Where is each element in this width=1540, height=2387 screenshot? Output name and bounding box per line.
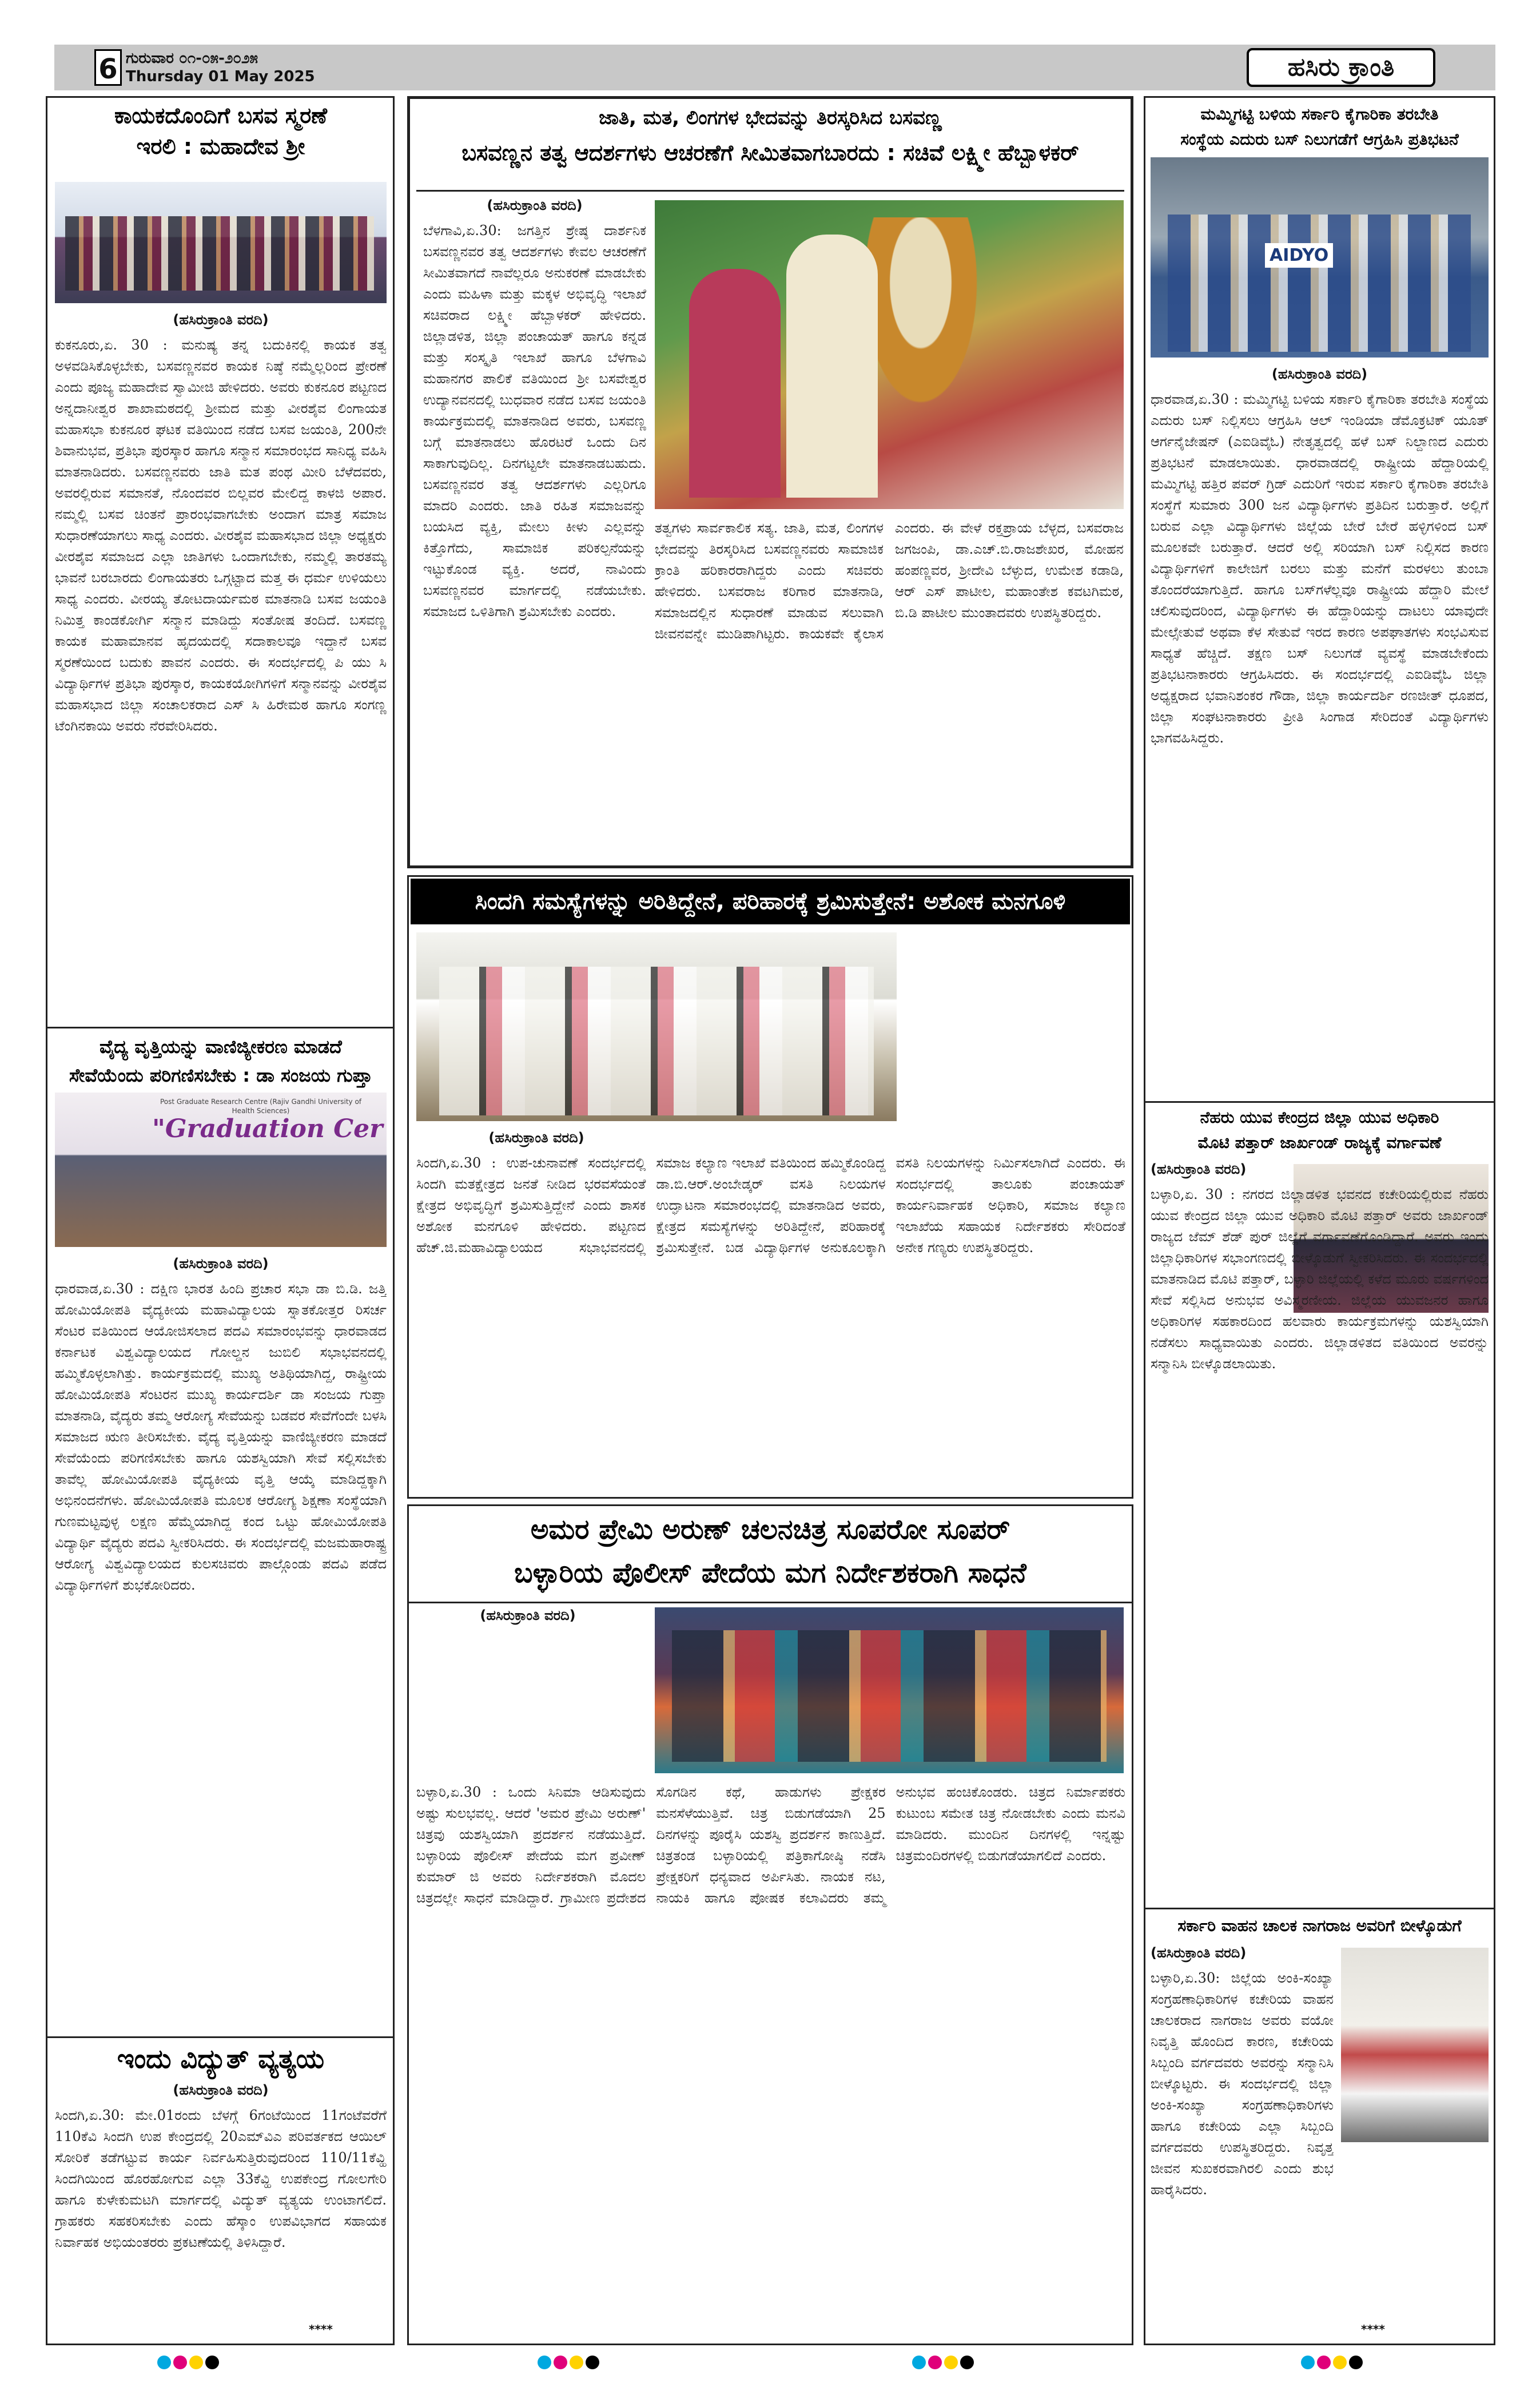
graduation-banner-text: "Graduation Cer	[152, 1114, 383, 1143]
date-english: Thursday 01 May 2025	[126, 68, 315, 85]
byline: (ಹಸಿರುಕ್ರಾಂತಿ ವರದಿ)	[173, 312, 269, 328]
title-line-1: ನೆಹರು ಯುವ ಕೇಂದ್ರದ ಜಿಲ್ಲಾ ಯುವ ಅಧಿಕಾರಿ	[1200, 1108, 1439, 1127]
byline: (ಹಸಿರುಕ್ರಾಂತಿ ವರದಿ)	[173, 2082, 269, 2098]
reg-dot	[912, 2356, 926, 2369]
reg-dot	[1333, 2356, 1347, 2369]
byline: (ಹಸಿರುಕ್ರಾಂತಿ ವರದಿ)	[1151, 1161, 1247, 1177]
center-article-3-title	[412, 1508, 1129, 1595]
center-article-1-title: ಬಸವಣ್ಣನ ತತ್ವ ಆದರ್ಶಗಳು ಆಚರಣೆಗೆ ಸೀಮಿತವಾಗಬಾರದು : ಸಚಿವೆ ಲಕ್ಷ್ಮೀ ಹೆಬ್ಬಾಳಕರ್	[461, 140, 1079, 165]
reg-dot	[157, 2356, 171, 2369]
article-body: ಸಿಂದಗಿ,ಏ.30 : ಉಪ-ಚುನಾವಣೆ ಸಂದರ್ಭದಲ್ಲಿ ಸಿಂದಗಿ ಮತಕ್ಷೇತ್ರದ ಜನತೆ ನೀಡಿದ ಭರವಸೆಯಂತೆ ಕ್ಷೇತ್ರದ ಅಭಿವೃದ್ಧಿಗೆ ಶ್ರಮಿಸುತ್ತಿದ್ದೇನೆ ಎಂದು ಶಾಸಕ ಅಶೋಕ ಮನಗೂಳಿ ಹೇಳಿದರು. ಪಟ್ಟಣದ ಹೆಚ್.ಜಿ.ಮಹಾವಿದ್ಯಾಲಯದ ಸಭಾಭವನದಲ್ಲಿ ಸಮಾಜ ಕಲ್ಯಾಣ ಇಲಾಖೆ ವತಿಯಿಂದ ಹಮ್ಮಿಕೊಂಡಿದ್ದ ಡಾ.ಬಿ.ಆರ್.ಅಂಬೇಡ್ಕರ್ ವಸತಿ ನಿಲಯಗಳ ಉದ್ಘಾಟನಾ ಸಮಾರಂಭದಲ್ಲಿ ಮಾತನಾಡಿದ ಅವರು, ಕ್ಷೇತ್ರದ ಸಮಸ್ಯೆಗಳನ್ನು ಅರಿತಿದ್ದೇನೆ, ಪರಿಹಾರಕ್ಕೆ ಶ್ರಮಿಸುತ್ತೇನೆ. ಬಡ ವಿದ್ಯಾರ್ಥಿಗಳ ಅನುಕೂಲಕ್ಕಾಗಿ ವಸತಿ ನಿಲಯಗಳನ್ನು ನಿರ್ಮಿಸಲಾಗಿದೆ ಎಂದರು. ಈ ಸಂದರ್ಭದಲ್ಲಿ ತಾಲೂಕು ಪಂಚಾಯತ್ ಕಾರ್ಯನಿರ್ವಾಹಕ ಅಧಿಕಾರಿ, ಸಮಾಜ ಕಲ್ಯಾಣ ಇಲಾಖೆಯ ಸಹಾಯಕ ನಿರ್ದೇಶಕರು ಸೇರಿದಂತೆ ಅನೇಕ ಗಣ್ಯರು ಉಪಸ್ಥಿತರಿದ್ದರು.	[416, 1155, 1125, 1256]
article-body: ಧಾರವಾಡ,ಏ.30 : ದಕ್ಷಿಣ ಭಾರತ ಹಿಂದಿ ಪ್ರಚಾರ ಸಭಾ ಡಾ ಬಿ.ಡಿ. ಜತ್ತಿ ಹೋಮಿಯೋಪತಿ ವೈದ್ಯಕೀಯ ಮಹಾವಿದ್ಯಾಲಯ ಸ್ನಾತಕೋತ್ತರ ರಿಸರ್ಚ ಸೆಂಟರ ವತಿಯಿಂದ ಆಯೋಜಿಸಲಾದ ಪದವಿ ಸಮಾರಂಭವನ್ನು ಧಾರವಾಡದ ಕರ್ನಾಟಕ ವಿಶ್ವವಿದ್ಯಾಲಯದ ಗೋಲ್ಡನ ಜುಬಿಲಿ ಸಭಾಭವನದಲ್ಲಿ ಹಮ್ಮಿಕೊಳ್ಳಲಾಗಿತ್ತು. ಕಾರ್ಯಕ್ರಮದಲ್ಲಿ ಮುಖ್ಯ ಅತಿಥಿಯಾಗಿದ್ದ, ರಾಷ್ಟ್ರೀಯ ಹೋಮಿಯೋಪತಿ ಸೆಂಟರನ ಮುಖ್ಯ ಕಾರ್ಯದರ್ಶಿ ಡಾ ಸಂಜಯ ಗುಪ್ತಾ ಮಾತನಾಡಿ, ವೈದ್ಯರು ತಮ್ಮ ಆರೋಗ್ಯ ಸೇವೆಯನ್ನು ಬಡವರ ಸೇವೆಗೆಂದೇ ಬಳಸಿ ಸಮಾಜದ ಋಣ ತೀರಿಸಬೇಕು. ವೈದ್ಯ ವೃತ್ತಿಯನ್ನು ವಾಣಿಜ್ಯೀಕರಣ ಮಾಡದೆ ಸೇವೆಯೆಂದು ಪರಿಗಣಿಸಬೇಕು ಹಾಗೂ ಯಶಸ್ವಿಯಾಗಿ ಸೇವೆ ಸಲ್ಲಿಸಬೇಕು ತಾವೆಲ್ಲ ಹೋಮಿಯೋಪತಿ ವೈದ್ಯಕೀಯ ವೃತ್ತಿ ಆಯ್ಕೆ ಮಾಡಿದ್ದಕ್ಕಾಗಿ ಅಭಿನಂದನೆಗಳು. ಹೋಮಿಯೋಪತಿ ಮೂಲಕ ಆರೋಗ್ಯ ಶಿಕ್ಷಣಾ ಸಂಸ್ಥೆಯಾಗಿ ಗುಣಮಟ್ಟವುಳ್ಳ ಲಕ್ಷಣ ಹೆಮ್ಮೆಯಾಗಿದ್ದ ಕಂದ ಒಟ್ಟು ಹೋಮಿಯೋಪತಿ ವಿದ್ಯಾರ್ಥಿ ವೈದ್ಯರು ಪದವಿ ಸ್ವೀಕರಿಸಿದರು. ಈ ಸಂದರ್ಭದಲ್ಲಿ ಮಜಮಹಾರಾಷ್ಟ್ರ ಆರೋಗ್ಯ ವಿಶ್ವವಿದ್ಯಾಲಯದ ಕುಲಸಚಿವರು ಪಾಲ್ಗೊಂಡು ಪದವಿ ಪಡೆದ ವಿದ್ಯಾರ್ಥಿಗಳಿಗೆ ಶುಭಕೋರಿದರು.	[55, 1281, 387, 1593]
student-protest-photo	[1151, 157, 1489, 358]
registration-marks-4	[1301, 2356, 1365, 2372]
date-kannada: ಗುರುವಾರ ೦೧-೦೫-೨೦೨೫	[126, 50, 258, 67]
article-body: ಬಳ್ಳಾರಿ,ಏ.30 : ಒಂದು ಸಿನಿಮಾ ಆಡಿಸುವುದು ಅಷ್ಟು ಸುಲಭವಲ್ಲ. ಆದರೆ 'ಅಮರ ಪ್ರೇಮಿ ಅರುಣ್' ಚಿತ್ರವು ಯಶಸ್ವಿಯಾಗಿ ಪ್ರದರ್ಶನ ನಡೆಯುತ್ತಿದೆ. ಬಳ್ಳಾರಿಯ ಪೊಲೀಸ್ ಪೇದೆಯ ಮಗ ಪ್ರವೀಣ್ ಕುಮಾರ್ ಜಿ ಅವರು ನಿರ್ದೇಶಕರಾಗಿ ಮೊದಲ ಚಿತ್ರದಲ್ಲೇ ಸಾಧನೆ ಮಾಡಿದ್ದಾರೆ. ಗ್ರಾಮೀಣ ಪ್ರದೇಶದ ಸೊಗಡಿನ ಕಥೆ, ಹಾಡುಗಳು ಪ್ರೇಕ್ಷಕರ ಮನಸೆಳೆಯುತ್ತಿವೆ. ಚಿತ್ರ ಬಿಡುಗಡೆಯಾಗಿ 25 ದಿನಗಳನ್ನು ಪೂರೈಸಿ ಯಶಸ್ವಿ ಪ್ರದರ್ಶನ ಕಾಣುತ್ತಿದೆ. ಚಿತ್ರತಂಡ ಬಳ್ಳಾರಿಯಲ್ಲಿ ಪತ್ರಿಕಾಗೋಷ್ಠಿ ನಡೆಸಿ ಪ್ರೇಕ್ಷಕರಿಗೆ ಧನ್ಯವಾದ ಅರ್ಪಿಸಿತು. ನಾಯಕ ನಟ, ನಾಯಕಿ ಹಾಗೂ ಪೋಷಕ ಕಲಾವಿದರು ತಮ್ಮ ಅನುಭವ ಹಂಚಿಕೊಂಡರು. ಚಿತ್ರದ ನಿರ್ಮಾಪಕರು ಕುಟುಂಬ ಸಮೇತ ಚಿತ್ರ ನೋಡಬೇಕು ಎಂದು ಮನವಿ ಮಾಡಿದರು. ಮುಂದಿನ ದಿನಗಳಲ್ಲಿ ಇನ್ನಷ್ಟು ಚಿತ್ರಮಂದಿರಗಳಲ್ಲಿ ಬಿಡುಗಡೆಯಾಗಲಿದೆ ಎಂದರು.	[416, 1784, 1125, 1906]
left-article-2-title	[55, 1032, 387, 1090]
title-line-2: ಮೊಟಿ ಪತ್ತಾರ್ ಜಾರ್ಖಂಡ್ ರಾಜ್ಯಕ್ಕೆ ವರ್ಗಾವಣೆ	[1197, 1133, 1442, 1152]
film-press-meet-photo	[655, 1607, 1124, 1773]
byline: (ಹಸಿರುಕ್ರಾಂತಿ ವರದಿ)	[480, 1607, 576, 1623]
article-body-top: ಬೆಳಗಾವಿ,ಏ.30: ಜಗತ್ತಿನ ಶ್ರೇಷ್ಠ ದಾರ್ಶನಿಕ ಬಸವಣ್ಣನವರ ತತ್ವ ಆದರ್ಶಗಳು ಕೇವಲ ಆಚರಣೆಗೆ ಸೀಮಿತವಾಗದೆ ನಾವೆಲ್ಲರೂ ಅನುಕರಣೆ ಮಾಡಬೇಕು ಎಂದು ಮಹಿಳಾ ಮತ್ತು ಮಕ್ಕಳ ಅಭಿವೃದ್ಧಿ ಇಲಾಖೆ ಸಚಿವರಾದ ಲಕ್ಷ್ಮೀ ಹೆಬ್ಬಾಳಕರ್ ಹೇಳಿದರು. ಜಿಲ್ಲಾಡಳಿತ, ಜಿಲ್ಲಾ ಪಂಚಾಯತ್ ಹಾಗೂ ಕನ್ನಡ ಮತ್ತು ಸಂಸ್ಕೃತಿ ಇಲಾಖೆ ಹಾಗೂ ಬೆಳಗಾವಿ ಮಹಾನಗರ ಪಾಲಿಕೆ ವತಿಯಿಂದ ಶ್ರೀ ಬಸವೇಶ್ವರ ಉದ್ಯಾನವನದಲ್ಲಿ ಬುಧವಾರ ನಡೆದ ಬಸವ ಜಯಂತಿ ಕಾರ್ಯಕ್ರಮದಲ್ಲಿ ಮಾತನಾಡಿದ ಅವರು, ಬಸವಣ್ಣ ಬಗ್ಗೆ ಮಾತನಾಡಲು ಹೊರಟರೆ ಒಂದು ದಿನ ಸಾಕಾಗುವುದಿಲ್ಲ. ದಿನಗಟ್ಟಲೇ ಮಾತನಾಡಬಹುದು. ಬಸವಣ್ಣನವರ ತತ್ವ ಆದರ್ಶಗಳು ಎಲ್ಲರಿಗೂ ಮಾದರಿ ಎಂದರು. ಜಾತಿ ರಹಿತ ಸಮಾಜವನ್ನು ಬಯಸಿದ ವ್ಯಕ್ತಿ, ಮೇಲು ಕೀಳು ಎಲ್ಲವನ್ನು ಕಿತ್ತೊಗೆದು, ಸಾಮಾಜಿಕ ಪರಿಕಲ್ಪನೆಯನ್ನು ಇಟ್ಟುಕೊಂಡ ವ್ಯಕ್ತಿ. ಅದರೆ, ನಾವಿಂದು ಬಸವಣ್ಣನವರ ಮಾರ್ಗದಲ್ಲಿ ನಡೆಯಬೇಕು. ಸಮಾಜದ ಒಳಿತಿಗಾಗಿ ಶ್ರಮಿಸಬೇಕು ಎಂದರು.	[423, 223, 646, 619]
article-body: ಸಿಂದಗಿ,ಏ.30: ಮೇ.01ರಂದು ಬೆಳಗ್ಗೆ 6ಗಂಟೆಯಿಂದ 11ಗಂಟೆವರೆಗೆ 110ಕೆವಿ ಸಿಂದಗಿ ಉಪ ಕೇಂದ್ರದಲ್ಲಿ 20ಎಮ್‌ವಿಎ ಪರಿವರ್ತಕದ ಆಯಿಲ್ ಸೋರಿಕೆ ತಡೆಗಟ್ಟುವ ಕಾರ್ಯ ನಿರ್ವಹಿಸುತ್ತಿರುವುದರಿಂದ 110/11ಕೆವ್ಹಿ ಸಿಂದಗಿಯಿಂದ ಹೊರಹೋಗುವ ಎಲ್ಲಾ 33ಕೆವ್ಹಿ ಉಪಕೇಂದ್ರ ಗೋಲಗೇರಿ ಹಾಗೂ ಕುಳೇಕುಮಟಗಿ ಮಾರ್ಗದಲ್ಲಿ ವಿದ್ಯುತ್ ವ್ಯತ್ಯಯ ಉಂಟಾಗಲಿದೆ. ಗ್ರಾಹಕರು ಸಹಕರಿಸಬೇಕು ಎಂದು ಹೆಸ್ಕಾಂ ಉಪವಿಭಾಗದ ಸಹಾಯಕ ನಿರ್ವಾಹಕ ಅಭಿಯಂತರರು ಪ್ರಕಟಣೆಯಲ್ಲಿ ತಿಳಿಸಿದ್ದಾರೆ.	[55, 2107, 387, 2250]
reg-dot	[1349, 2356, 1363, 2369]
placard-text: AIDYO	[1265, 243, 1333, 268]
reg-dot	[586, 2356, 599, 2369]
right-article-2-title	[1151, 1105, 1489, 1155]
page-date	[126, 49, 315, 86]
hostel-inauguration-photo	[416, 932, 897, 1121]
article-body: ಬಳ್ಳಾರಿ,ಏ. 30 : ನಗರದ ಜಿಲ್ಲಾಡಳಿತ ಭವನದ ಕಚೇರಿಯಲ್ಲಿರುವ ನೆಹರು ಯುವ ಕೇಂದ್ರದ ಜಿಲ್ಲಾ ಯುವ ಅಧಿಕಾರಿ ಮೊಟಿ ಪತ್ತಾರ್ ಅವರು ಜಾರ್ಖಂಡ್ ರಾಜ್ಯದ ಜೆಮ್ ಶೆಡ್ ಪುರ್ ಜಿಲ್ಲೆಗೆ ವರ್ಗಾವಣೆಗೊಂಡಿದ್ದಾರೆ. ಅವರು ಇಂದು ಜಿಲ್ಲಾಧಿಕಾರಿಗಳ ಸಭಾಂಗಣದಲ್ಲಿ ಬೀಳ್ಕೊಡುಗೆ ಸ್ವೀಕರಿಸಿದರು. ಈ ಸಂದರ್ಭದಲ್ಲಿ ಮಾತನಾಡಿದ ಮೊಟಿ ಪತ್ತಾರ್, ಬಳ್ಳಾರಿ ಜಿಲ್ಲೆಯಲ್ಲಿ ಕಳೆದ ಮೂರು ವರ್ಷಗಳಿಂದ ಸೇವೆ ಸಲ್ಲಿಸಿದ ಅನುಭವ ಅವಿಸ್ಮರಣೀಯ. ಜಿಲ್ಲೆಯ ಯುವಜನರ ಹಾಗೂ ಅಧಿಕಾರಿಗಳ ಸಹಕಾರದಿಂದ ಹಲವಾರು ಕಾರ್ಯಕ್ರಮಗಳನ್ನು ಯಶಸ್ವಿಯಾಗಿ ನಡೆಸಲು ಸಾಧ್ಯವಾಯಿತು ಎಂದರು. ಜಿಲ್ಲಾಡಳಿತದ ವತಿಯಿಂದ ಅವರನ್ನು ಸನ್ಮಾನಿಸಿ ಬೀಳ್ಕೊಡಲಾಯಿತು.	[1151, 1186, 1489, 1372]
title-line-2: ಇರಲಿ : ಮಹಾದೇವ ಶ್ರೀ	[136, 134, 305, 159]
left-article-3-title: ಇಂದು ವಿದ್ಯುತ್ ವ್ಯತ್ಯಯ	[117, 2043, 325, 2074]
reg-dot	[1301, 2356, 1315, 2369]
left-article-1-title	[55, 100, 387, 162]
byline: (ಹಸಿರುಕ್ರಾಂತಿ ವರದಿ)	[487, 197, 583, 213]
reg-dot	[173, 2356, 187, 2369]
byline: (ಹಸಿರುಕ್ರಾಂತಿ ವರದಿ)	[173, 1256, 269, 1272]
title-line-1: ಕಾಯಕದೊಂದಿಗೆ ಬಸವ ಸ್ಮರಣೆ	[114, 103, 327, 128]
title-line-2: ಬಳ್ಳಾರಿಯ ಪೊಲೀಸ್ ಪೇದೆಯ ಮಗ ನಿರ್ದೇಶಕರಾಗಿ ಸಾಧನೆ	[514, 1557, 1026, 1589]
title-line-1: ಮಮ್ಮಿಗಟ್ಟಿ ಬಳಿಯ ಸರ್ಕಾರಿ ಕೈಗಾರಿಕಾ ತರಬೇತಿ	[1200, 105, 1439, 124]
article-body: ಬಳ್ಳಾರಿ,ಏ.30: ಜಿಲ್ಲೆಯ ಅಂಕಿ-ಸಂಖ್ಯಾ ಸಂಗ್ರಹಣಾಧಿಕಾರಿಗಳ ಕಚೇರಿಯ ವಾಹನ ಚಾಲಕರಾದ ನಾಗರಾಜ ಅವರು ವಯೋ ನಿವೃತ್ತಿ ಹೊಂದಿದ ಕಾರಣ, ಕಚೇರಿಯ ಸಿಬ್ಬಂದಿ ವರ್ಗದವರು ಅವರನ್ನು ಸನ್ಮಾನಿಸಿ ಬೀಳ್ಕೊಟ್ಟರು. ಈ ಸಂದರ್ಭದಲ್ಲಿ ಜಿಲ್ಲಾ ಅಂಕಿ-ಸಂಖ್ಯಾ ಸಂಗ್ರಹಣಾಧಿಕಾರಿಗಳು ಹಾಗೂ ಕಚೇರಿಯ ಎಲ್ಲಾ ಸಿಬ್ಬಂದಿ ವರ್ಗದವರು ಉಪಸ್ಥಿತರಿದ್ದರು. ನಿವೃತ್ತ ಜೀವನ ಸುಖಕರವಾಗಿರಲಿ ಎಂದು ಶುಭ ಹಾರೈಸಿದರು.	[1151, 1970, 1334, 2198]
article-body-bottom: ತತ್ವಗಳು ಸಾರ್ವಕಾಲಿಕ ಸತ್ಯ. ಜಾತಿ, ಮತ, ಲಿಂಗಗಳ ಭೇದವನ್ನು ತಿರಸ್ಕರಿಸಿದ ಬಸವಣ್ಣನವರು ಸಾಮಾಜಿಕ ಕ್ರಾಂತಿ ಹರಿಕಾರರಾಗಿದ್ದರು ಎಂದು ಸಚಿವರು ಹೇಳಿದರು. ಬಸವರಾಜ ಕರಿಗಾರ ಮಾತನಾಡಿ, ಸಮಾಜದಲ್ಲಿನ ಸುಧಾರಣೆ ಮಾಡುವ ಸಲುವಾಗಿ ಜೀವನವನ್ನೇ ಮುಡಿಪಾಗಿಟ್ಟರು. ಕಾಯಕವೇ ಕೈಲಾಸ ಎಂದರು. ಈ ವೇಳೆ ರಕ್ತಪ್ರಾಯ ಬೆಳ್ಳದ, ಬಸವರಾಜ ಜಗಜಂಪಿ, ಡಾ.ಎಚ್.ಬಿ.ರಾಜಶೇಖರ, ಮೋಹನ ಹಂಪಣ್ಣವರ, ಶ್ರೀದೇವಿ ಬೆಳ್ಳುದ, ಉಮೇಶ ಕಡಾಡಿ, ಆರ್ ಎಸ್ ಪಾಟೀಲ, ಮಹಾಂತೇಶ ಕವಟಗಿಮಠ, ಬಿ.ಡಿ ಪಾಟೀಲ ಮುಂತಾದವರು ಉಪಸ್ಥಿತರಿದ್ದರು.	[655, 520, 1124, 642]
title-line-1: ವೈದ್ಯ ವೃತ್ತಿಯನ್ನು ವಾಣಿಜ್ಯೀಕರಣ ಮಾಡದೆ	[100, 1036, 342, 1058]
article-body: ಕುಕನೂರು,ಏ. 30 : ಮನುಷ್ಯ ತನ್ನ ಬದುಕಿನಲ್ಲಿ ಕಾಯಕ ತತ್ವ ಅಳವಡಿಸಿಕೊಳ್ಳಬೇಕು, ಬಸವಣ್ಣನವರ ಕಾಯಕ ನಿಷ್ಠೆ ನಮ್ಮೆಲ್ಲರಿಂದ ಪ್ರೇರಣೆ ಎಂದು ಪೂಜ್ಯ ಮಹಾದೇವ ಸ್ವಾಮೀಜಿ ಹೇಳಿದರು. ಅವರು ಕುಕನೂರ ಪಟ್ಟಣದ ಅನ್ನದಾನೀಶ್ವರ ಶಾಖಾಮಠದಲ್ಲಿ ಶ್ರೀಮದ ಮತ್ತು ವೀರಶೈವ ಲಿಂಗಾಯತ ಮಹಾಸಭಾ ಕುಕನೂರ ಘಟಕ ವತಿಯಿಂದ ನಡೆದ ಬಸವ ಜಯಂತಿ, 200ನೇ ಶಿವಾನುಭವ, ಪ್ರತಿಭಾ ಪುರಸ್ಕಾರ ಹಾಗೂ ಸನ್ಮಾನ ಸಮಾರಂಭದ ಸಾನಿಧ್ಯ ವಹಿಸಿ ಮಾತನಾಡಿದರು. ಬಸವಣ್ಣನವರು ಜಾತಿ ಮತ ಪಂಥ ಮೀರಿ ಬೆಳೆದವರು, ಅವರಲ್ಲಿರುವ ಸಮಾನತೆ, ನೊಂದವರ ಬಿಲ್ಲವರ ಮೇಲಿದ್ದ ಕಾಳಜಿ ಅಪಾರ. ನಮ್ಮಲ್ಲಿ ಬಸವ ಚಿಂತನೆ ಪ್ರಾರಂಭವಾಗಬೇಕು ಅಂದಾಗ ಮಾತ್ರ ಸಮಾಜ ಸುಧಾರಣೆಯಾಗಲು ಸಾಧ್ಯ ಎಂದರು. ವೀರಶೈವ ಮಹಾಸಭಾದ ಜಿಲ್ಲಾ ಅಧ್ಯಕ್ಷರು ವೀರಶೈವ ಸಮಾಜದ ಎಲ್ಲಾ ಜಾತಿಗಳು ಒಂದಾಗಬೇಕು, ನಮ್ಮಲ್ಲಿ ತಾರತಮ್ಯ ಭಾವನೆ ಬರಬಾರದು ಲಿಂಗಾಯತರು ಒಗ್ಗಟ್ಟಾದ ಮತ್ತ ಈ ಧರ್ಮ ಉಳಿಯಲು ಸಾಧ್ಯ ಎಂದರು. ವೀರಯ್ಯ ತೋಟದಾರ್ಯಮಠ ಮಾತನಾಡಿ ಬಸವ ಜಯಂತಿ ನಿಮಿತ್ತ ಕಾಂಡಕೋರ್ಗಿ ಸನ್ಮಾನ ಮಾಡಿದ್ದು ಸಂತೋಷ ತಂದಿದೆ. ಬಸವಣ್ಣ ಕಾಯಕ ಮಹಾಮಾನವ ಹೃದಯದಲ್ಲಿ ಸದಾಕಾಲವೂ ಇದ್ದಾನೆ ಬಸವ ಸ್ಮರಣೆಯಿಂದ ಬದುಕು ಪಾವನ ಎಂದರು. ಈ ಸಂದರ್ಭದಲ್ಲಿ ಪಿ ಯು ಸಿ ವಿದ್ಯಾರ್ಥಿಗಳ ಪ್ರತಿಭಾ ಪುರಸ್ಕಾರ, ಕಾಯಕಯೋಗಿಗಳಿಗೆ ಸನ್ಮಾನವನ್ನು ವೀರಶೈವ ಮಹಾಸಭಾದ ಜಿಲ್ಲಾ ಸಂಚಾಲಕರಾದ ಎಸ್ ಸಿ ಹಿರೇಮಠ ಹಾಗೂ ಸಂಗಣ್ಣ ಟೆಂಗಿನಕಾಯಿ ಅವರು ನೆರವೇರಿಸಿದರು.	[55, 337, 387, 734]
driver-retirement-photo	[1341, 1948, 1489, 2142]
reg-dot	[554, 2356, 567, 2369]
reg-dot	[189, 2356, 203, 2369]
reg-dot	[1317, 2356, 1331, 2369]
divider	[1144, 1908, 1495, 1909]
end-mark: ****	[1361, 2322, 1385, 2336]
award-ceremony-photo	[55, 182, 387, 303]
reg-dot	[928, 2356, 942, 2369]
byline: (ಹಸಿರುಕ್ರಾಂತಿ ವರದಿ)	[488, 1130, 584, 1146]
byline: (ಹಸಿರುಕ್ರಾಂತಿ ವರದಿ)	[1271, 366, 1368, 382]
divider	[416, 190, 1124, 192]
registration-marks-3	[912, 2356, 976, 2372]
center-article-2-title: ಸಿಂದಗಿ ಸಮಸ್ಯೆಗಳನ್ನು ಅರಿತಿದ್ದೇನೆ, ಪರಿಹಾರಕ್ಕೆ ಶ್ರಮಿಸುತ್ತೇನೆ: ಅಶೋಕ ಮನಗೂಳಿ	[411, 879, 1130, 924]
center-article-1-kicker: ಜಾತಿ, ಮತ, ಲಿಂಗಗಳ ಭೇದವನ್ನು ತಿರಸ್ಕರಿಸಿದ ಬಸವಣ್ಣ	[599, 106, 942, 129]
reg-dot	[944, 2356, 958, 2369]
reg-dot	[570, 2356, 583, 2369]
registration-marks-2	[538, 2356, 602, 2372]
basava-statue-photo	[655, 200, 1124, 509]
registration-marks-1	[157, 2356, 221, 2372]
title-line-1: ಅಮರ ಪ್ರೇಮಿ ಅರುಣ್ ಚಲನಚಿತ್ರ ಸೂಪರೋ ಸೂಪರ್	[530, 1514, 1010, 1546]
graduation-photo	[55, 1093, 387, 1247]
page-number: 6	[94, 49, 122, 86]
divider	[46, 2036, 395, 2038]
reg-dot	[960, 2356, 974, 2369]
article-body: ಧಾರವಾಡ,ಏ.30 : ಮಮ್ಮಿಗಟ್ಟಿ ಬಳಿಯ ಸರ್ಕಾರಿ ಕೈಗಾರಿಕಾ ತರಬೇತಿ ಸಂಸ್ಥೆಯ ಎದುರು ಬಸ್ ನಿಲ್ಲಿಸಲು ಆಗ್ರಹಿಸಿ ಆಲ್ ಇಂಡಿಯಾ ಡೆಮೊಕ್ರಟಿಕ್ ಯೂತ್ ಆರ್ಗನೈಜೇಷನ್ (ಎಐಡಿವೈಓ) ನೇತೃತ್ವದಲ್ಲಿ ಹಳೆ ಬಸ್ ನಿಲ್ದಾಣದ ಎದುರು ಪ್ರತಿಭಟನೆ ಮಾಡಲಾಯಿತು. ಧಾರವಾಡದಲ್ಲಿ ರಾಷ್ಟ್ರೀಯ ಹೆದ್ದಾರಿಯಲ್ಲಿ ಮಮ್ಮಿಗಟ್ಟಿ ಹತ್ತಿರ ಪವರ್ ಗ್ರಿಡ್ ಎದುರಿಗೆ ಇರುವ ಸರ್ಕಾರಿ ಕೈಗಾರಿಕಾ ತರಬೇತಿ ಸಂಸ್ಥೆಗೆ ಸುಮಾರು 300 ಜನ ವಿದ್ಯಾರ್ಥಿಗಳು ಪ್ರತಿದಿನ ಬರುತ್ತಾರೆ. ಅಲ್ಲಿಗೆ ಬರುವ ಎಲ್ಲಾ ವಿದ್ಯಾರ್ಥಿಗಳು ಜಿಲ್ಲೆಯ ಬೇರೆ ಬೇರೆ ಹಳ್ಳಿಗಳಿಂದ ಬಸ್ ಮೂಲಕವೇ ಬರುತ್ತಾರೆ. ಆದರೆ ಅಲ್ಲಿ ಸರಿಯಾಗಿ ಬಸ್ ನಿಲ್ಲಿಸದ ಕಾರಣ ವಿದ್ಯಾರ್ಥಿಗಳಿಗೆ ಕಾಲೇಜಿಗೆ ಬರಲು ಮತ್ತು ಮನೆಗೆ ಮರಳಲು ತುಂಬಾ ತೊಂದರೆಯಾಗುತ್ತಿದೆ. ಹಾಗೂ ಬಸ್‌ಗಳೆಲ್ಲವೂ ರಾಷ್ಟ್ರೀಯ ಹೆದ್ದಾರಿ ಮೇಲೆ ಚಲಿಸುವುದರಿಂದ, ವಿದ್ಯಾರ್ಥಿಗಳು ಈ ಹೆದ್ದಾರಿಯನ್ನು ದಾಟಲು ಯಾವುದೇ ಮೇಲ್ಸೇತುವೆ ಅಥವಾ ಕೆಳ ಸೇತುವೆ ಇರದ ಕಾರಣ ಅಪಘಾತಗಳು ಸಂಭವಿಸುವ ಸಾಧ್ಯತೆ ಹೆಚ್ಚಿದೆ. ತಕ್ಷಣ ಬಸ್ ನಿಲುಗಡೆ ವ್ಯವಸ್ಥೆ ಮಾಡಬೇಕೆಂದು ಪ್ರತಿಭಟನಾಕಾರರು ಆಗ್ರಹಿಸಿದರು. ಈ ಸಂದರ್ಭದಲ್ಲಿ ಎಐಡಿವೈಓ ಜಿಲ್ಲಾ ಅಧ್ಯಕ್ಷರಾದ ಭವಾನಿಶಂಕರ ಗೌಡಾ, ಜಿಲ್ಲಾ ಕಾರ್ಯದರ್ಶಿ ರಣಜೀತ್ ಧೂಪದ, ಜಿಲ್ಲಾ ಸಂಘಟನಾಕಾರರು ಪ್ರೀತಿ ಸಿಂಗಾಡ ಸೇರಿದಂತೆ ವಿದ್ಯಾರ್ಥಿಗಳು ಭಾಗವಹಿಸಿದ್ದರು.	[1151, 391, 1489, 746]
title-line-2: ಸಂಸ್ಥೆಯ ಎದುರು ಬಸ್ ನಿಲುಗಡೆಗೆ ಆಗ್ರಹಿಸಿ ಪ್ರತಿಭಟನೆ	[1180, 130, 1459, 149]
right-article-3-title: ಸರ್ಕಾರಿ ವಾಹನ ಚಾಲಕ ನಾಗರಾಜ ಅವರಿಗೆ ಬೀಳ್ಕೊಡುಗೆ	[1177, 1916, 1462, 1935]
title-line-2: ಸೇವೆಯೆಂದು ಪರಿಗಣಿಸಬೇಕು : ಡಾ ಸಂಜಯ ಗುಪ್ತಾ	[69, 1065, 373, 1086]
right-article-1-title	[1151, 102, 1489, 152]
reg-dot	[205, 2356, 219, 2369]
byline: (ಹಸಿರುಕ್ರಾಂತಿ ವರದಿ)	[1151, 1945, 1247, 1961]
reg-dot	[538, 2356, 551, 2369]
divider	[1144, 1101, 1495, 1103]
divider	[46, 1027, 395, 1028]
divider	[407, 1602, 1133, 1603]
end-mark: ****	[309, 2322, 333, 2336]
banner-small-text: Post Graduate Research Centre (Rajiv Gandhi University of Health Sciences)	[160, 1098, 362, 1115]
newspaper-brand: ಹಸಿರು ಕ್ರಾಂತಿ	[1247, 48, 1435, 87]
